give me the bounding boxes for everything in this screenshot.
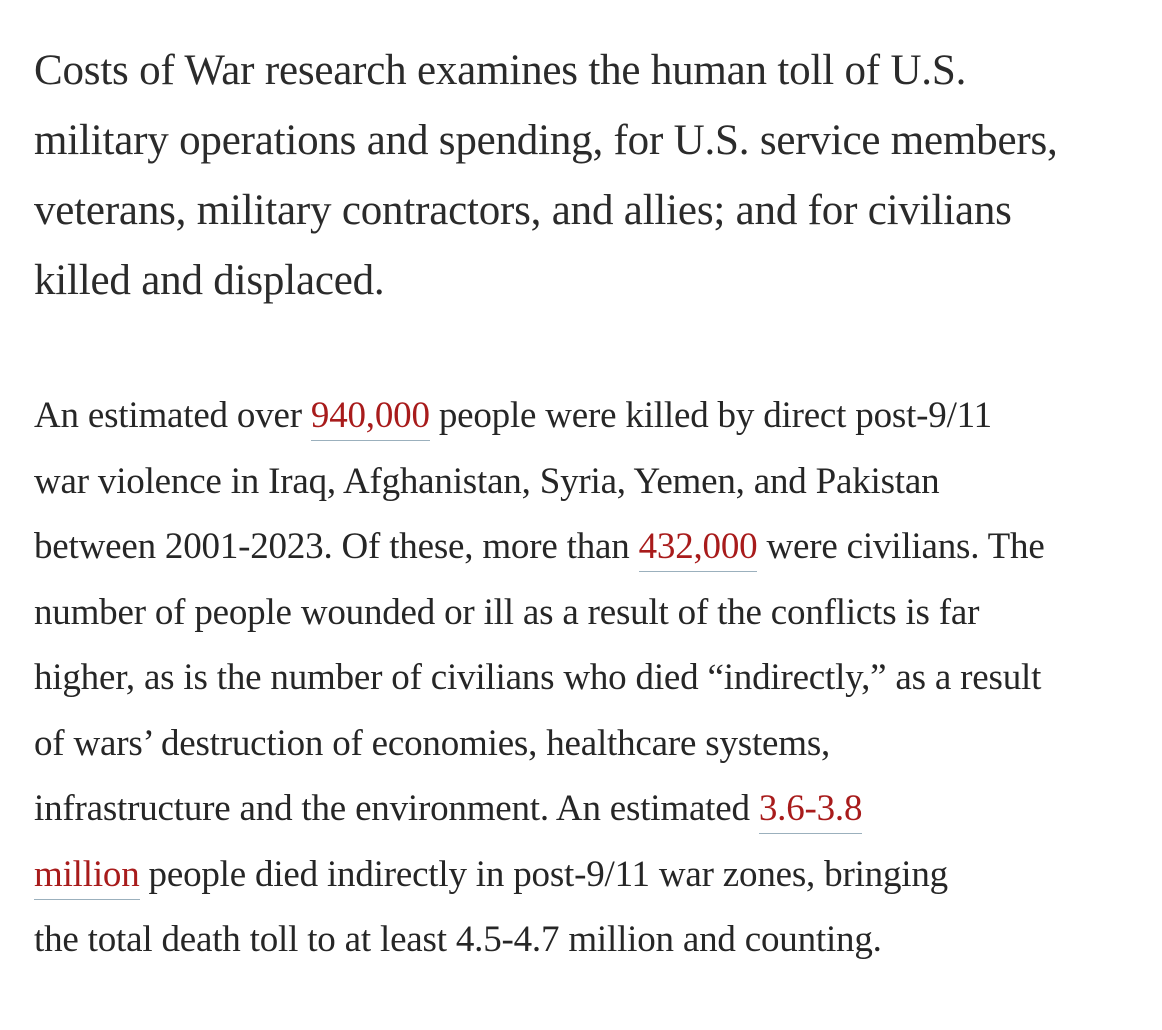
body-line	[34, 776, 1045, 842]
body-text-segment: An estimated over	[34, 395, 311, 436]
body-text-segment: people were killed by direct post-9/11	[429, 395, 992, 436]
body-text-segment: people died indirectly in post-9/11 war zones, bringing	[139, 853, 948, 895]
intro-line: Costs of War research examines the human toll of U.S.	[34, 47, 967, 94]
body-line	[34, 842, 1045, 908]
body-line: of wars’ destruction of economies, healthcare systems,	[34, 722, 831, 764]
intro-line: military operations and spending, for U.S. service members,	[34, 117, 1058, 164]
body-line: the total death toll to at least 4.5-4.7 million and counting.	[34, 919, 882, 960]
intro-paragraph	[34, 36, 1134, 316]
indirect-deaths-link[interactable]: 3.6-3.8	[759, 788, 862, 834]
body-text-segment: were civilians. The	[757, 526, 1045, 567]
indirect-deaths-link[interactable]: million	[34, 854, 140, 900]
civilian-count-link[interactable]: 432,000	[639, 526, 758, 572]
body-line: higher, as is the number of civilians who died “indirectly,” as a result	[34, 657, 1042, 698]
article	[34, 36, 1134, 960]
body-paragraph	[34, 383, 1045, 973]
intro-line: veterans, military contractors, and allies; and for civilians	[34, 187, 1012, 234]
intro-line: killed and displaced.	[34, 257, 385, 304]
body-line: war violence in Iraq, Afghanistan, Syria, Yemen, and Pakistan	[34, 460, 940, 502]
body-text-segment: infrastructure and the environment. An estimated	[34, 788, 759, 829]
body-line	[34, 514, 1045, 580]
body-line	[34, 383, 1045, 449]
body-line: number of people wounded or ill as a result of the conflicts is far	[34, 591, 980, 633]
body-text-segment: between 2001-2023. Of these, more than	[34, 526, 639, 567]
killed-count-link[interactable]: 940,000	[311, 395, 430, 441]
